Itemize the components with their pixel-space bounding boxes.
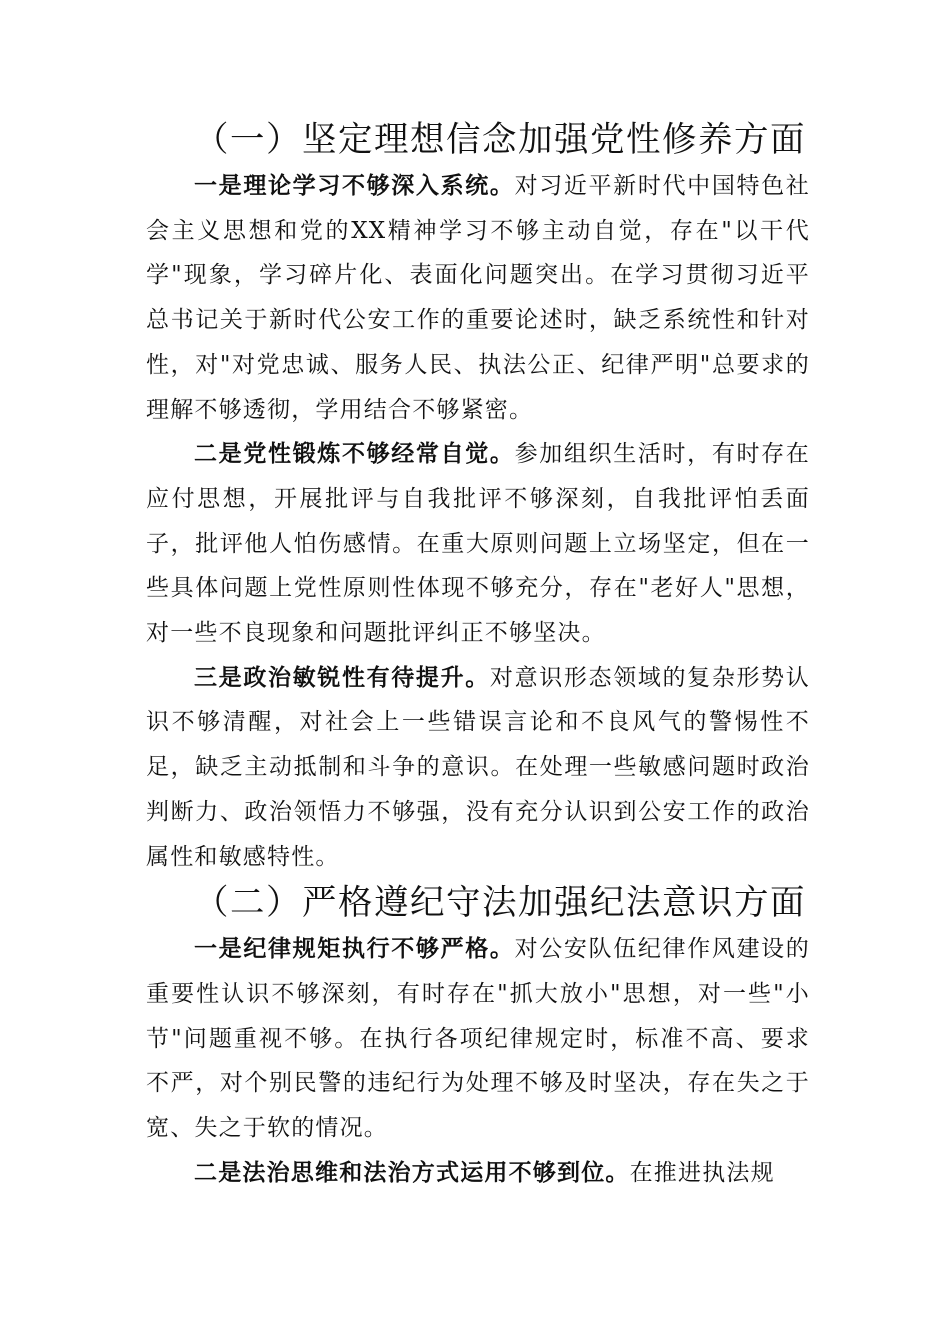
paragraph-lead: 一是理论学习不够深入系统。	[194, 172, 515, 199]
section-heading: （一）坚定理想信念加强党性修养方面	[194, 120, 806, 160]
paragraph-lead: 二是法治思维和法治方式运用不够到位。	[194, 1158, 630, 1186]
paragraph-lead: 二是党性锻炼不够经常自觉。	[194, 440, 515, 468]
paragraph-text: 对公安队伍纪律作风建设的重要性认识不够深刻，有时存在"抓大放小"思想，对一些"小节"问题重视不够。在执行各项纪律规定时，标准不高、要求不严，对个别民警的违纪行为处理不够及时坚决，存在失之于宽、失之于软的情况。	[146, 936, 810, 1142]
paragraph-lead: 三是政治敏锐性有待提升。	[194, 663, 490, 691]
paragraph-text: 参加组织生活时，有时存在应付思想，开展批评与自我批评不够深刻，自我批评怕丢面子，批评他人怕伤感情。在重大原则问题上立场坚定，但在一些具体问题上党性原则性体现不够充分，存在"老好人"思想，对一些不良现象和问题批评纠正不够坚决。	[146, 441, 810, 647]
paragraph-text: 在推进执法规	[629, 1159, 775, 1186]
paragraph	[146, 927, 810, 1151]
paragraph-text: 对意识形态领域的复杂形势认识不够清醒，对社会上一些错误言论和不良风气的警惕性不足，缺乏主动抵制和斗争的意识。在处理一些敏感问题时政治判断力、政治领悟力不够强，没有充分认识到公安工作的政治属性和敏感特性。	[146, 664, 810, 870]
section-heading: （二）严格遵纪守法加强纪法意识方面	[194, 883, 806, 924]
paragraph-lead: 一是纪律规矩执行不够严格。	[194, 935, 515, 963]
paragraph	[146, 164, 810, 432]
paragraph	[146, 1151, 810, 1196]
paragraph	[146, 656, 810, 880]
section-2	[146, 879, 810, 1195]
paragraph-text: 对习近平新时代中国特色社会主义思想和党的XX精神学习不够主动自觉，存在"以干代学"现象，学习碎片化、表面化问题突出。在学习贯彻习近平总书记关于新时代公安工作的重要论述时，缺乏系统性和针对性，对"对党忠诚、服务人民、执法公正、纪律严明"总要求的理解不够透彻，学用结合不够紧密。	[146, 173, 810, 423]
document-page	[146, 116, 810, 1195]
paragraph	[146, 432, 810, 656]
section-1	[146, 116, 810, 879]
